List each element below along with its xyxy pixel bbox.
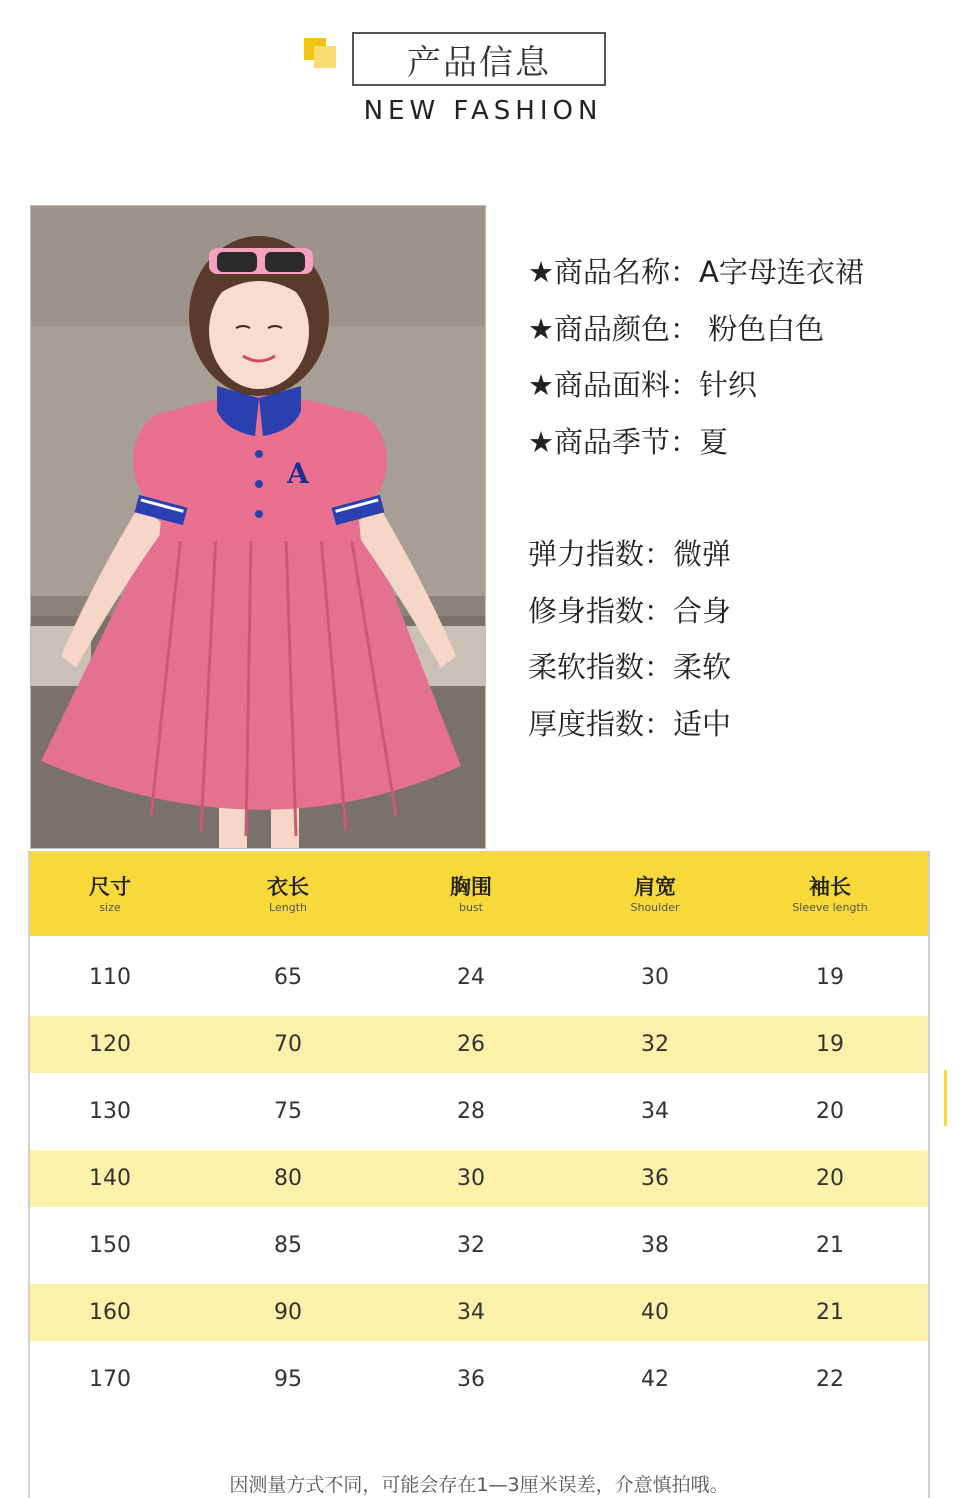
cell-shoulder: 40: [641, 1300, 669, 1325]
cell-length: 85: [274, 1233, 302, 1258]
cell-bust: 34: [457, 1300, 485, 1325]
product-info: [528, 250, 958, 758]
cell-bust: 28: [457, 1099, 485, 1124]
dress-letter-patch: A: [287, 457, 309, 490]
cell-shoulder: 42: [641, 1367, 669, 1392]
header-shoulder-zh: 肩宽: [634, 875, 676, 899]
cell-length: 90: [274, 1300, 302, 1325]
info-line-thickness: 厚度指数：适中: [528, 706, 732, 741]
cell-length: 95: [274, 1367, 302, 1392]
cell-sleeve: 20: [816, 1099, 844, 1124]
measurement-note: 因测量方式不同，可能会存在1—3厘米误差，介意慎拍哦。: [229, 1474, 729, 1496]
edge-decoration: [944, 1070, 947, 1126]
header-size-en: size: [99, 901, 121, 914]
cell-size: 150: [89, 1233, 131, 1258]
header-decoration-icon: [304, 38, 338, 68]
cell-bust: 32: [457, 1233, 485, 1258]
cell-shoulder: 36: [641, 1166, 669, 1191]
cell-size: 120: [89, 1032, 131, 1057]
info-line-elasticity: 弹力指数：微弹: [528, 537, 732, 571]
cell-size: 110: [89, 965, 131, 990]
cell-bust: 26: [457, 1032, 485, 1057]
header-shoulder: [575, 873, 735, 915]
cell-shoulder: 38: [641, 1233, 669, 1258]
info-line-softness: 柔软指数：柔软: [528, 650, 732, 684]
header-length-zh: 衣长: [267, 875, 309, 899]
cell-sleeve: 21: [816, 1233, 844, 1258]
cell-shoulder: 30: [641, 965, 669, 990]
product-photo: [30, 205, 486, 849]
table-header: [30, 851, 928, 936]
cell-length: 70: [274, 1032, 302, 1057]
header-size-zh: 尺寸: [89, 875, 131, 899]
table-row: [30, 1150, 928, 1207]
header-bust: [391, 873, 551, 915]
cell-size: 160: [89, 1300, 131, 1325]
cell-bust: 24: [457, 965, 485, 990]
header-length: [208, 873, 368, 915]
cell-shoulder: 34: [641, 1099, 669, 1124]
cell-length: 65: [274, 965, 302, 990]
info-line-season: ★商品季节：夏: [528, 424, 728, 459]
table-row: [30, 1217, 928, 1274]
table-row: [30, 1284, 928, 1341]
info-line-color: ★商品颜色： 粉色白色: [528, 311, 825, 346]
cell-bust: 30: [457, 1166, 485, 1191]
header-shoulder-en: Shoulder: [630, 901, 680, 914]
cell-sleeve: 19: [816, 965, 844, 990]
section-subtitle: NEW FASHION: [363, 96, 603, 126]
table-row: [30, 949, 928, 1006]
cell-size: 140: [89, 1166, 131, 1191]
size-chart-table: [28, 851, 930, 1498]
cell-bust: 36: [457, 1367, 485, 1392]
header-sleeve: [750, 873, 910, 915]
header-sleeve-zh: 袖长: [809, 875, 851, 899]
table-row: [30, 1016, 928, 1073]
info-line-name: ★商品名称：A字母连衣裙: [528, 255, 864, 289]
cell-sleeve: 20: [816, 1166, 844, 1191]
cell-sleeve: 22: [816, 1367, 844, 1392]
cell-size: 170: [89, 1367, 131, 1392]
table-row: [30, 1083, 928, 1140]
cell-size: 130: [89, 1099, 131, 1124]
info-line-fit: 修身指数：合身: [528, 593, 732, 628]
cell-sleeve: 19: [816, 1032, 844, 1057]
table-row: [30, 1351, 928, 1408]
header-size: [30, 873, 190, 915]
header-bust-en: bust: [459, 901, 483, 914]
cell-length: 75: [274, 1099, 302, 1124]
header-bust-zh: 胸围: [450, 875, 492, 899]
cell-length: 80: [274, 1166, 302, 1191]
cell-shoulder: 32: [641, 1032, 669, 1057]
cell-sleeve: 21: [816, 1300, 844, 1325]
info-line-fabric: ★商品面料：针织: [528, 368, 757, 402]
header-sleeve-en: Sleeve length: [792, 901, 868, 914]
section-title: 产品信息: [352, 32, 606, 86]
header-length-en: Length: [269, 901, 307, 914]
